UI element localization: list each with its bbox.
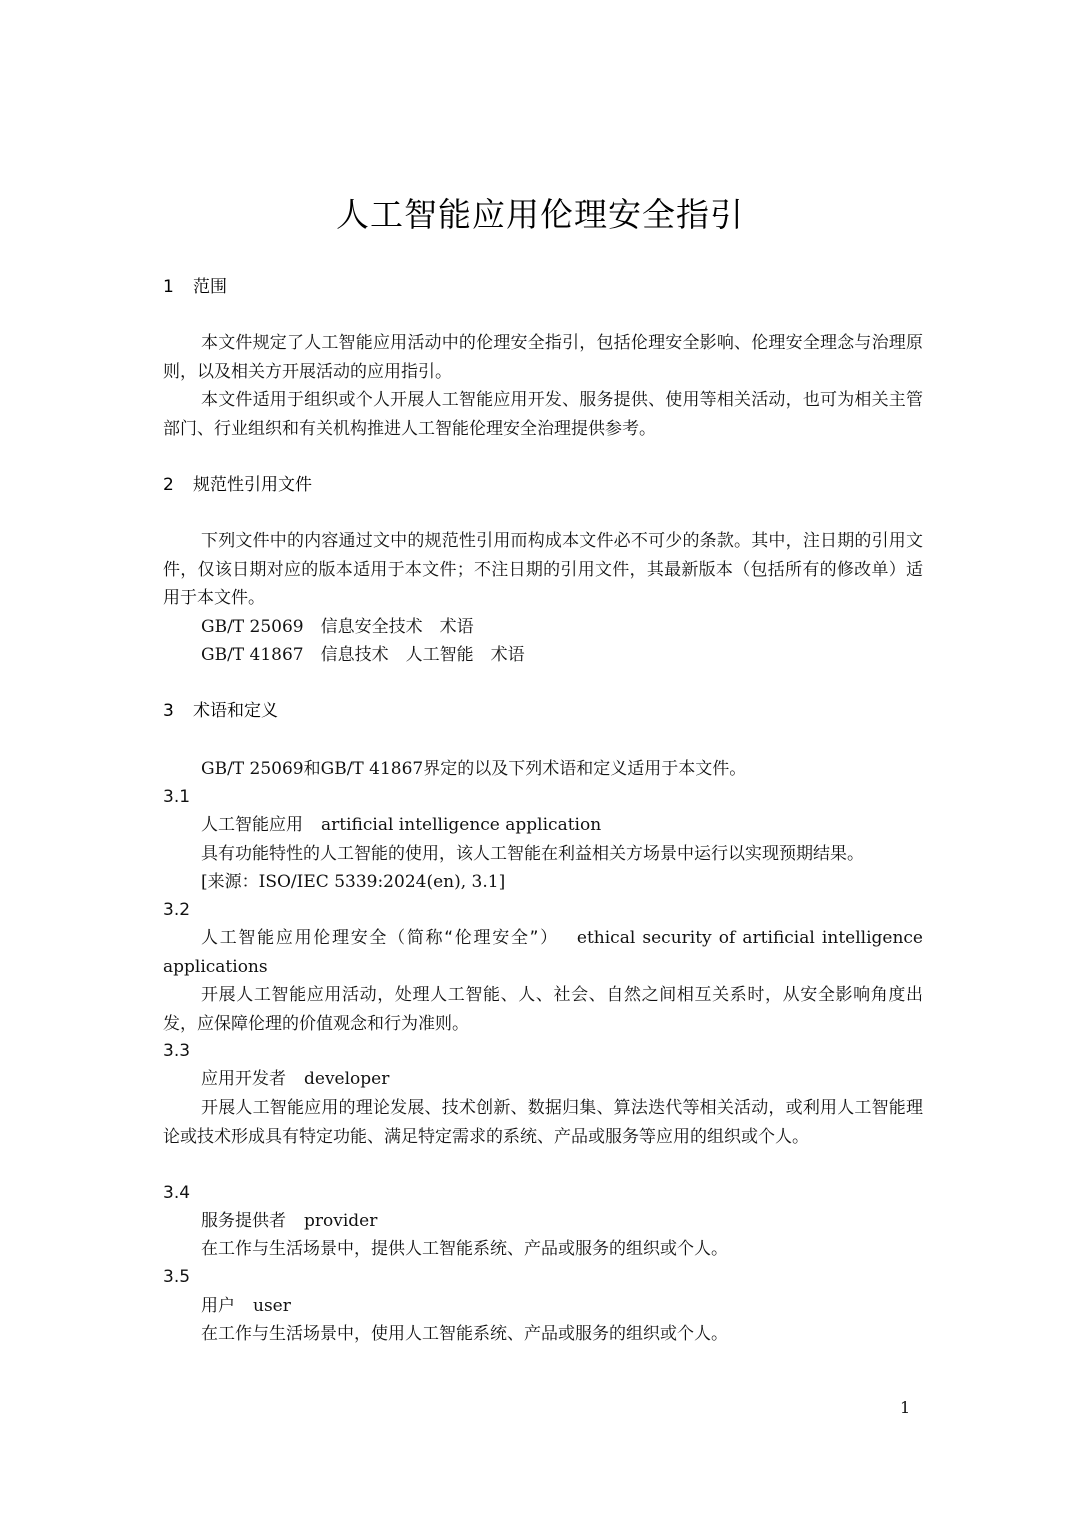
term-definition: 在工作与生活场景中，提供人工智能系统、产品或服务的组织或个人。 bbox=[201, 1239, 728, 1259]
term-english: developer bbox=[304, 1069, 390, 1089]
section-title: 范围 bbox=[193, 277, 227, 297]
term-number: 3.3 bbox=[163, 1041, 191, 1061]
term-definition: 在工作与生活场景中，使用人工智能系统、产品或服务的组织或个人。 bbox=[201, 1324, 728, 1344]
page-number: 1 bbox=[900, 1398, 911, 1417]
scope-paragraph-2: 本文件适用于组织或个人开展人工智能应用开发、服务提供、使用等相关活动，也可为相关主管部门、行业组织和有关机构推进人工智能伦理安全治理提供参考。 bbox=[163, 390, 923, 439]
term-entry bbox=[201, 1065, 389, 1093]
term-number: 3.5 bbox=[163, 1267, 191, 1287]
term-definition: 开展人工智能应用活动，处理人工智能、人、社会、自然之间相互关系时，从安全影响角度出发，应保障伦理的价值观念和行为准则。 bbox=[163, 985, 923, 1034]
section-title: 术语和定义 bbox=[193, 701, 278, 721]
references-paragraph: 下列文件中的内容通过文中的规范性引用而构成本文件必不可少的条款。其中，注日期的引用文件，仅该日期对应的版本适用于本文件；不注日期的引用文件，其最新版本（包括所有的修改单）适用于本文件。 bbox=[163, 531, 923, 608]
section-number: 2 bbox=[163, 475, 174, 495]
term-number: 3.2 bbox=[163, 900, 191, 920]
term-entry bbox=[201, 1207, 377, 1235]
section-title: 规范性引用文件 bbox=[193, 475, 312, 495]
section-heading-terms bbox=[163, 698, 278, 724]
term-number: 3.1 bbox=[163, 787, 191, 807]
term-definition: 开展人工智能应用的理论发展、技术创新、数据归集、算法迭代等相关活动，或利用人工智能理论或技术形成具有特定功能、满足特定需求的系统、产品或服务等应用的组织或个人。 bbox=[163, 1098, 923, 1147]
term-entry bbox=[201, 811, 601, 839]
term-definition: 具有功能特性的人工智能的使用，该人工智能在利益相关方场景中运行以实现预期结果。 bbox=[201, 844, 864, 864]
term-chinese: 应用开发者 bbox=[201, 1069, 286, 1089]
term-chinese: 人工智能应用伦理安全（简称“伦理安全”） bbox=[201, 928, 559, 948]
terms-intro: GB/T 25069和GB/T 41867界定的以及下列术语和定义适用于本文件。 bbox=[201, 759, 747, 779]
reference-item: GB/T 25069 信息安全技术 术语 bbox=[201, 617, 474, 637]
term-source: [来源：ISO/IEC 5339:2024(en), 3.1] bbox=[201, 872, 506, 892]
term-entry bbox=[163, 924, 923, 981]
scope-paragraph-1: 本文件规定了人工智能应用活动中的伦理安全指引，包括伦理安全影响、伦理安全理念与治理原则，以及相关方开展活动的应用指引。 bbox=[163, 333, 923, 382]
reference-item: GB/T 41867 信息技术 人工智能 术语 bbox=[201, 645, 525, 665]
section-number: 1 bbox=[163, 277, 174, 297]
section-heading-scope bbox=[163, 274, 227, 300]
term-english: user bbox=[253, 1296, 291, 1316]
term-entry bbox=[201, 1292, 291, 1320]
section-number: 3 bbox=[163, 701, 174, 721]
term-chinese: 服务提供者 bbox=[201, 1211, 286, 1231]
section-heading-normative-references bbox=[163, 472, 312, 498]
term-english: provider bbox=[304, 1211, 378, 1231]
term-english: artificial intelligence application bbox=[321, 815, 602, 835]
term-chinese: 人工智能应用 bbox=[201, 815, 303, 835]
term-english: ethical security of artificial intelligence applications bbox=[163, 928, 923, 977]
term-chinese: 用户 bbox=[201, 1296, 235, 1316]
document-title: 人工智能应用伦理安全指引 bbox=[336, 195, 744, 234]
term-number: 3.4 bbox=[163, 1183, 191, 1203]
